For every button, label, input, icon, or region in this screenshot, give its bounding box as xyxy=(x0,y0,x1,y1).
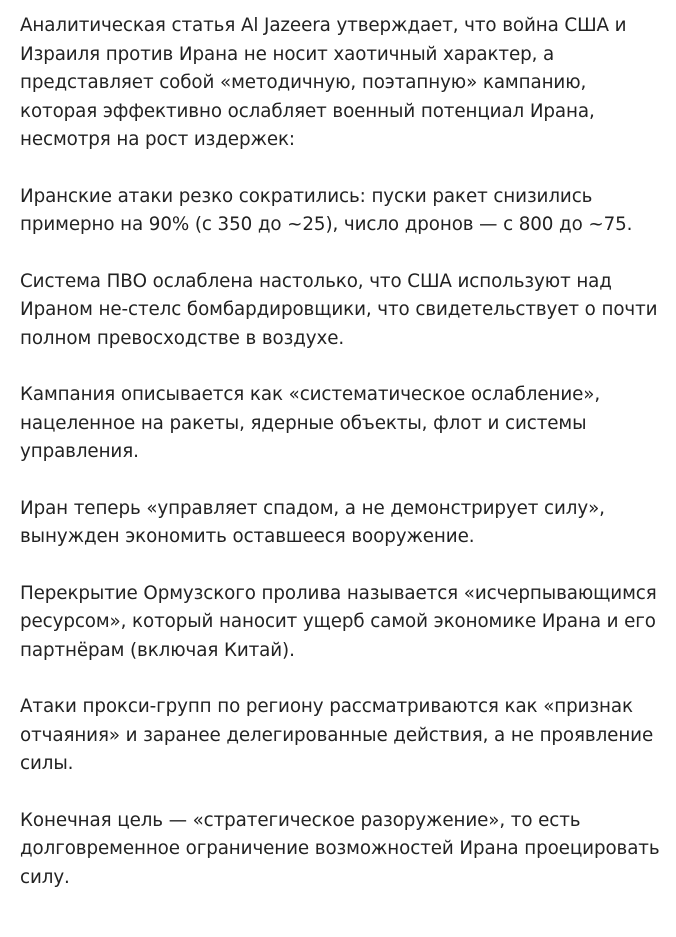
paragraph-managing-decline: Иран теперь «управляет спадом, а не демонстрирует силу», вынужден экономить оставшееся вооружение. xyxy=(20,497,605,547)
paragraph-intro: Аналитическая статья Al Jazeera утверждает, что война США и Израиля против Ирана не носит хаотичный характер, а представляет собой «методичную, поэтапную» кампанию, которая эффективно ослабляет военный потенциал Ирана, несмотря на рост издержек: xyxy=(20,15,627,150)
paragraph-proxy-attacks: Атаки прокси-групп по региону рассматриваются как «признак отчаяния» и заранее делегированные действия, а не проявление силы. xyxy=(20,696,654,774)
paragraph-systematic-weakening: Кампания описывается как «систематическое ослабление», нацеленное на ракеты, ядерные объекты, флот и системы управления. xyxy=(20,384,601,462)
paragraph-attacks-decline: Иранские атаки резко сократились: пуски ракет снизились примерно на 90% (с 350 до ~25), число дронов — с 800 до ~75. xyxy=(20,185,633,235)
paragraph-strategic-disarmament: Конечная цель — «стратегическое разоружение», то есть долговременное ограничение возможностей Ирана проецировать силу. xyxy=(20,809,660,888)
paragraph-air-defense: Система ПВО ослаблена настолько, что США используют над Ираном не-стелс бомбардировщики, что свидетельствует о почти полном превосходстве в воздухе. xyxy=(20,270,658,349)
paragraph-hormuz-strait: Перекрытие Ормузского пролива называется «исчерпывающимся ресурсом», который наносит ущерб самой экономике Ирана и его партнёрам (включая Китай). xyxy=(20,582,657,661)
